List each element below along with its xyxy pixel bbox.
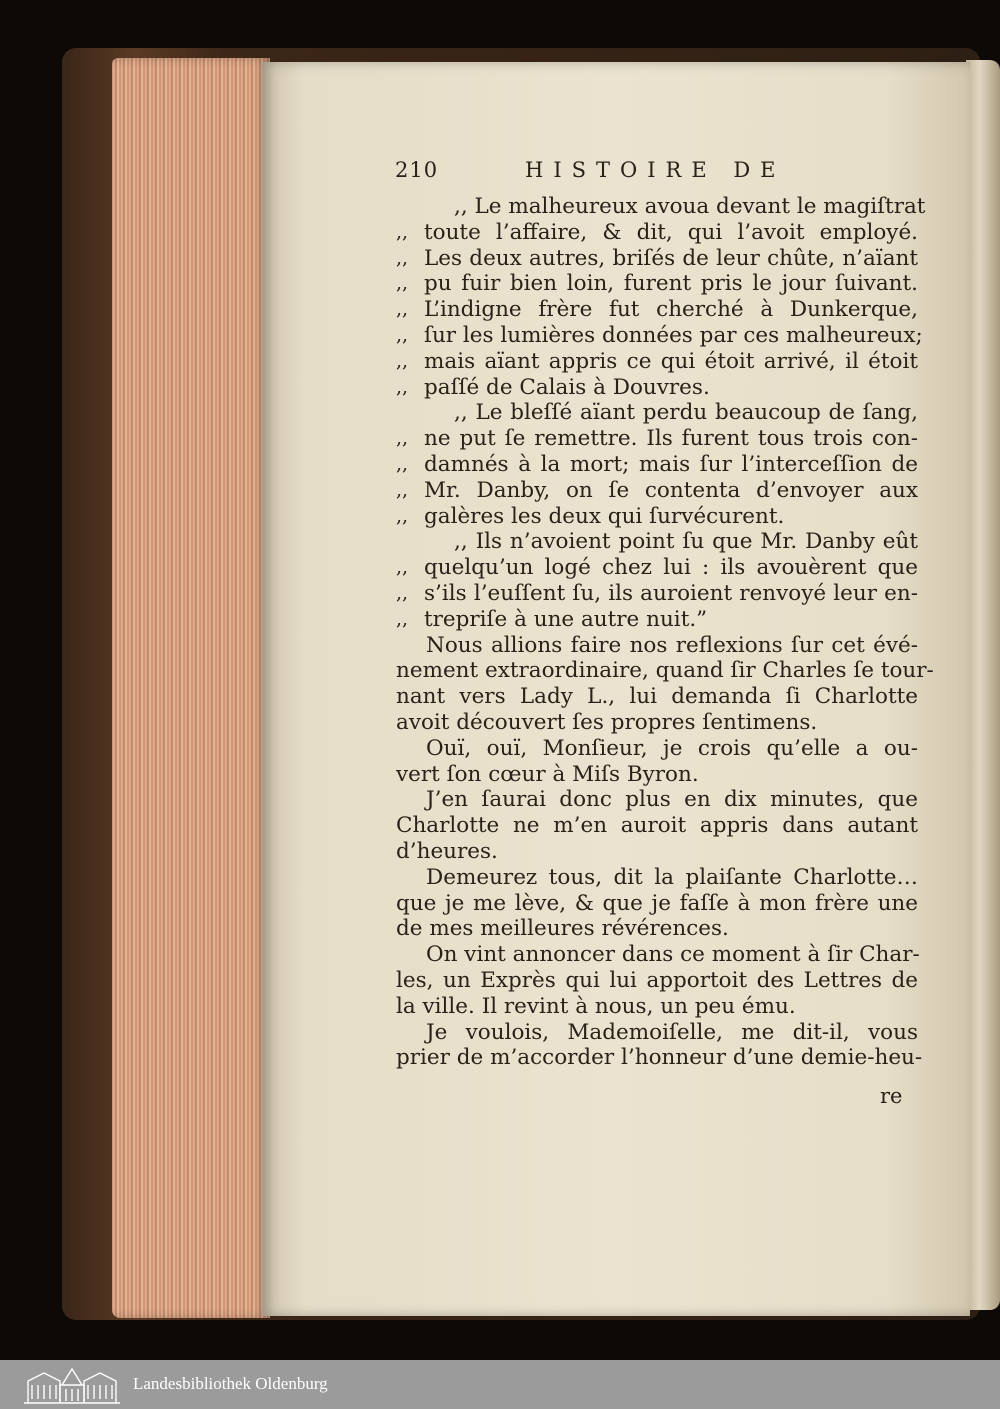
- quote-mark: ,,: [396, 556, 409, 579]
- text-line: [396, 736, 918, 762]
- line-text: Je voulois, Mademoiſelle, me dit-il, vous: [426, 1019, 918, 1045]
- text-line: [396, 581, 918, 607]
- text-line: [396, 968, 918, 994]
- facing-page-edge: [966, 60, 1000, 1310]
- quote-mark: ,,: [396, 478, 409, 501]
- page-edges: [112, 58, 270, 1318]
- text-line: [396, 452, 918, 478]
- line-text: avoit découvert ſes propres ſentimens.: [396, 709, 818, 735]
- page-number: 210: [395, 158, 439, 182]
- text-line: [396, 426, 918, 452]
- text-line: [396, 555, 918, 581]
- text-line: [396, 246, 918, 272]
- line-text: J’en ſaurai donc plus en dix minutes, que: [426, 787, 918, 813]
- line-text: ſur les lumières données par ces malheureux;: [424, 322, 923, 348]
- line-text: trepriſe à une autre nuit.”: [424, 606, 708, 632]
- line-text: pu fuir bien loin, furent pris le jour ſuivant.: [424, 271, 918, 297]
- text-line: [396, 865, 918, 891]
- quote-mark: ,,: [396, 375, 409, 398]
- text-line: [396, 994, 918, 1020]
- running-head: HISTOIRE DE: [525, 158, 786, 182]
- line-text: les, un Exprès qui lui apportoit des Lettres de: [396, 967, 918, 993]
- line-text: paſſé de Calais à Douvres.: [424, 374, 710, 400]
- line-text: la ville. Il revint à nous, un peu ému.: [396, 993, 796, 1019]
- line-text: Demeurez tous, dit la plaiſante Charlotte…: [426, 864, 918, 890]
- text-line: [396, 710, 918, 736]
- quote-mark: ,,: [396, 323, 409, 346]
- quote-mark: ,,: [396, 607, 409, 630]
- line-text: prier de m’accorder l’honneur d’une demie-heu-: [396, 1045, 923, 1071]
- quote-mark: ,,: [396, 452, 409, 475]
- page-header: [395, 158, 915, 192]
- line-text: Les deux autres, briſés de leur chûte, n’aïant: [424, 245, 918, 271]
- line-text: Nous allions faire nos reflexions ſur cet évé-: [426, 632, 918, 658]
- quote-mark: ,,: [396, 349, 409, 372]
- line-text: Ouï, ouï, Monſieur, je crois qu’elle a ou-: [426, 735, 918, 761]
- quote-mark: ,,: [396, 220, 409, 243]
- text-line: [396, 891, 918, 917]
- line-text: Charlotte ne m’en auroit appris dans autant: [396, 813, 918, 839]
- text-line: [396, 633, 918, 659]
- text-line: [396, 762, 918, 788]
- quote-mark: ,,: [396, 427, 409, 450]
- line-text: mais aïant appris ce qui étoit arrivé, il étoit: [424, 348, 918, 374]
- page-text: [396, 194, 934, 1071]
- text-line: [396, 1045, 923, 1071]
- line-text: damnés à la mort; mais ſur l’interceſſion de: [424, 451, 918, 477]
- text-line: [396, 375, 918, 401]
- line-text: toute l’affaire, & dit, qui l’avoit employé.: [424, 219, 918, 245]
- line-text: Mr. Danby, on ſe contenta d’envoyer aux: [424, 477, 918, 503]
- text-line: [396, 529, 918, 555]
- quote-mark: ,,: [396, 298, 409, 321]
- text-line: [396, 478, 918, 504]
- line-text: galères les deux qui ſurvécurent.: [424, 503, 785, 529]
- text-line: [396, 297, 918, 323]
- line-text: s’ils l’euſſent ſu, ils auroient renvoyé leur en-: [424, 580, 918, 606]
- line-text: que je me lève, & que je faſſe à mon frère une: [396, 890, 918, 916]
- line-text: quelqu’un logé chez lui : ils avouèrent que: [424, 555, 918, 581]
- text-line: [396, 349, 918, 375]
- line-text: On vint annoncer dans ce moment à ſir Char-: [426, 942, 920, 968]
- library-name: Landesbibliothek Oldenburg: [133, 1374, 328, 1393]
- line-text: ,, Le bleſſé aïant perdu beaucoup de ſang,: [454, 400, 918, 426]
- catchword: re: [880, 1084, 903, 1108]
- library-footer: [0, 1360, 1000, 1409]
- quote-mark: ,,: [396, 246, 409, 269]
- text-line: [396, 787, 918, 813]
- text-line: [396, 504, 918, 530]
- text-line: [396, 220, 918, 246]
- text-line: [396, 607, 918, 633]
- quote-mark: ,,: [396, 581, 409, 604]
- line-text: nement extraordinaire, quand ſir Charles ſe tour-: [396, 658, 934, 684]
- line-text: de mes meilleures révérences.: [396, 916, 729, 942]
- text-line: [396, 194, 926, 220]
- quote-mark: ,,: [396, 504, 409, 527]
- text-line: [396, 942, 918, 968]
- text-line: [396, 271, 918, 297]
- line-text: ne put ſe remettre. Ils furent tous trois con-: [424, 426, 918, 452]
- library-building-icon: [22, 1365, 122, 1405]
- text-line: [396, 658, 934, 684]
- text-line: [396, 684, 918, 710]
- text-line: [396, 839, 918, 865]
- text-line: [396, 916, 918, 942]
- line-text: ,, Le malheureux avoua devant le magiſtrat: [454, 194, 926, 219]
- line-text: d’heures.: [396, 838, 498, 864]
- quote-mark: ,,: [396, 272, 409, 295]
- line-text: nant vers Lady L., lui demanda ſi Charlotte: [396, 684, 918, 710]
- text-line: [396, 400, 918, 426]
- text-line: [396, 322, 923, 349]
- line-text: ,, Ils n’avoient point ſu que Mr. Danby eût: [454, 529, 918, 555]
- text-line: [396, 1020, 918, 1046]
- text-line: [396, 813, 918, 839]
- line-text: L’indigne frère fut cherché à Dunkerque,: [424, 297, 918, 323]
- line-text: vert ſon cœur à Miſs Byron.: [396, 761, 699, 787]
